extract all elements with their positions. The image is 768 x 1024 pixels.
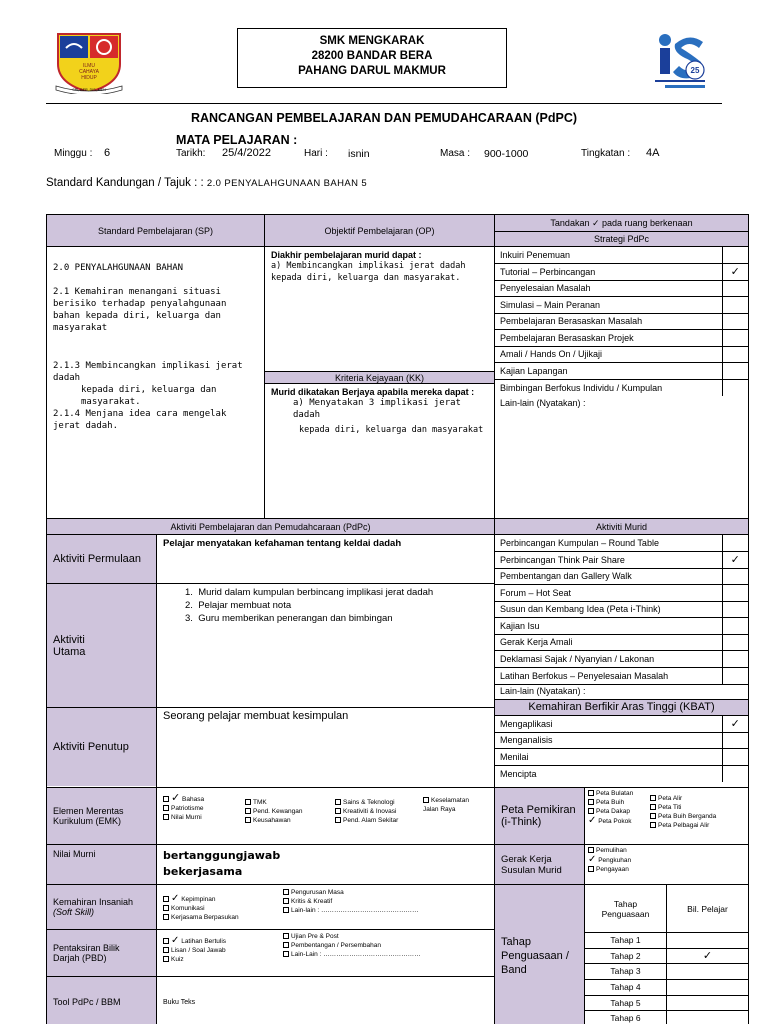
strategi-item-label: Tutorial – Perbincangan (495, 264, 722, 281)
insaniah-komunikasi[interactable]: Komunikasi (171, 905, 205, 912)
svg-text:SRI, BER, DIS, MEN: SRI, BER, DIS, MEN (72, 88, 106, 92)
kbat-item-label: Menganalisis (495, 732, 722, 749)
rpp-table (46, 214, 749, 1024)
school-crest-logo (54, 30, 124, 94)
strategi-item-label: Pembelajaran Berasaskan Masalah (495, 313, 722, 330)
aktiviti-murid-item-row (495, 634, 748, 651)
pbd-kuiz[interactable]: Kuiz (171, 955, 184, 963)
kbat-item-row (495, 749, 748, 766)
tingkatan-label: Tingkatan : (581, 148, 631, 159)
aktiviti-murid-item-checkbox[interactable] (722, 667, 748, 684)
aktiviti-murid-header: Aktiviti Murid (495, 519, 749, 535)
aktiviti-murid-item-label: Latihan Berfokus – Penyelesaian Masalah (500, 670, 669, 681)
insaniah-col-2 (283, 888, 419, 922)
emk-kewangan[interactable]: Pend. Kewangan (253, 808, 303, 815)
tahap-row (585, 996, 748, 1012)
nilai-value-2: bekerjasama (163, 865, 243, 878)
op-content (265, 247, 494, 371)
aktiviti-murid-item-label: Susun dan Kembang Idea (Peta i-Think) (495, 601, 722, 618)
tahap-table-wrap (585, 885, 748, 1024)
emk-jalan-raya: Jalan Raya (423, 806, 456, 813)
emk-keusahawan[interactable]: Keusahawan (253, 817, 291, 824)
insaniah-masa[interactable]: Pengurusan Masa (291, 889, 344, 896)
tahap-cell (495, 885, 749, 1024)
tahap-row-label: Tahap 6 (585, 1011, 667, 1024)
svg-text:25: 25 (690, 66, 700, 75)
minggu-value: 6 (104, 147, 111, 159)
kbat-item-label: Menilai (495, 749, 722, 766)
gerak-pemulihan[interactable]: Pemulihan (596, 847, 627, 854)
strategi-header: Strategi PdPc (495, 232, 749, 247)
aktiviti-permulaan-label: Aktiviti Permulaan (47, 535, 156, 584)
strategi-item-checkbox[interactable] (722, 247, 748, 264)
tahap-row-label: Tahap 1 (585, 933, 667, 948)
tahap-row (585, 949, 748, 965)
aktiviti-pdpc-header: Aktiviti Pembelajaran dan Pemudahcaraan (PdPc) (47, 519, 495, 535)
aktiviti-murid-item-label: Gerak Kerja Amali (495, 634, 722, 651)
strategi-item-label: Simulasi – Main Peranan (495, 297, 722, 314)
insaniah-label (47, 885, 157, 930)
kbat-item-checkbox[interactable] (722, 732, 748, 749)
masa-label: Masa : (440, 148, 471, 159)
insaniah-label-2: (Soft Skill) (53, 906, 95, 917)
aktiviti-murid-item-checkbox[interactable] (722, 618, 748, 635)
gerak-options: Pemulihan ✓ Pengkuhan Pengayaan (588, 847, 632, 873)
aktiviti-murid-item-row (495, 552, 748, 569)
emk-bahasa[interactable]: Bahasa (182, 796, 205, 803)
strategi-item-row (495, 264, 748, 281)
kbat-item-row (495, 732, 748, 749)
pbd-col-1: ✓ Latihan Bertulis Lisan / Soal Jawab Kuiz (163, 936, 283, 964)
kbat-item-row (495, 716, 748, 733)
tahap-row-label: Tahap 2 (585, 949, 667, 964)
kbat-header: Kemahiran Berfikir Aras Tinggi (KBAT) (495, 700, 748, 716)
tahap-header-2: Bil. Pelajar (687, 903, 728, 914)
sp-line-5: 2.1.4 Menjana idea cara mengelak jerat dadah. (53, 409, 227, 431)
aktiviti-permulaan-text: Pelajar menyatakan kefahaman tentang keldai dadah (157, 535, 494, 584)
peta-label-1: Peta Pemikiran (501, 804, 576, 816)
tahap-label: Tahap Penguasaan / Band (495, 885, 585, 1024)
tahap-header-1: Tahap Penguasaan (585, 885, 667, 932)
peta-bulatan[interactable]: Peta Bulatan (596, 790, 634, 797)
peta-label-2: (i-Think) (501, 816, 542, 828)
emk-sains[interactable]: Sains & Teknologi (343, 799, 395, 806)
aktiviti-utama-item-3: Guru memberikan penerangan dan bimbingan (198, 613, 393, 624)
aktiviti-utama-item-2: Pelajar membuat nota (198, 600, 292, 611)
peta-buih[interactable]: Peta Buih (596, 799, 625, 806)
strategi-item-checkbox[interactable] (722, 346, 748, 363)
anniversary-logo (651, 28, 709, 90)
pbd-label (47, 929, 157, 976)
kbat-item-label: Mengaplikasi (495, 716, 722, 733)
strategi-item-row (495, 247, 748, 264)
op-column (265, 247, 495, 519)
aktiviti-murid-item-checkbox[interactable] (722, 535, 748, 552)
pbd-options (157, 929, 495, 976)
aktiviti-murid-lain: Lain-lain (Nyatakan) : (495, 684, 748, 700)
aktiviti-murid-item-label: Kajian Isu (495, 618, 722, 635)
aktiviti-murid-item-row (495, 535, 748, 552)
kbat-item-checkbox[interactable] (722, 765, 748, 782)
strategi-item-checkbox[interactable]: ✓ (722, 264, 748, 281)
mata-pelajaran-label: MATA PELAJARAN : (176, 133, 298, 147)
insaniah-lain[interactable]: Lain-lain : ……………………………………… (291, 907, 419, 914)
aktiviti-utama-item-1: Murid dalam kumpulan berbincang implikasi jerat dadah (198, 587, 434, 598)
school-address: 28200 BANDAR BERA (311, 50, 433, 62)
aktiviti-murid-item-checkbox[interactable] (722, 601, 748, 618)
kbat-list (495, 716, 748, 782)
sp-line-1: 2.0 PENYALAHGUNAAN BAHAN (53, 263, 184, 273)
emk-options (157, 788, 495, 845)
pbd-label-2: Darjah (PBD) (53, 952, 107, 963)
pbd-lisan[interactable]: Lisan / Soal Jawab (171, 946, 226, 954)
emk-label-2: Kurikulum (EMK) (53, 816, 122, 826)
aktiviti-utama-label-1: Aktiviti (53, 633, 85, 646)
kbat-item-row (495, 765, 748, 782)
nilai-values (157, 845, 495, 885)
tahap-row (585, 980, 748, 996)
gerak-label-2: Susulan Murid (501, 864, 562, 876)
nilai-value-1: bertanggungjawab (163, 849, 281, 862)
pbd-lain[interactable]: Lain-Lain : ……………………………………… (291, 950, 421, 958)
peta-pelbagai-alir[interactable]: Peta Pelbagai Alir (658, 822, 710, 829)
tool-label: Tool PdPc / BBM (47, 976, 157, 1024)
strategi-item-checkbox[interactable] (722, 330, 748, 347)
aktiviti-murid-column (495, 535, 749, 788)
tahap-row (585, 933, 748, 949)
op-item-a: a) Membincangkan implikasi jerat dadah kepada diri, keluarga dan masyarakat. (271, 261, 466, 283)
aktiviti-murid-item-label: Forum – Hot Seat (495, 585, 722, 602)
aktiviti-murid-item-label: Perbincangan Kumpulan – Round Table (495, 535, 722, 552)
emk-label (47, 788, 157, 845)
standard-kandungan-value: 2.0 PENYALAHGUNAAN BAHAN 5 (206, 178, 368, 189)
school-state: PAHANG DARUL MAKMUR (298, 65, 446, 77)
strategi-item-row (495, 346, 748, 363)
emk-col-4 (423, 796, 483, 825)
strategi-lain: Lain-lain (Nyatakan) : (500, 397, 586, 408)
insaniah-kerjasama[interactable]: Kerjasama Berpasukan (171, 914, 239, 921)
insaniah-label-1: Kemahiran Insaniah (53, 896, 134, 907)
standard-kandungan (46, 177, 367, 189)
strategi-item-row (495, 280, 748, 297)
kk-header: Kriteria Kejayaan (KK) (265, 371, 494, 384)
pbd-col-2 (283, 932, 421, 964)
standard-kandungan-label: Standard Kandungan / Tajuk : : (46, 177, 204, 189)
kk-item-a: a) Menyatakan 3 implikasi jerat dadah (293, 398, 461, 420)
aktiviti-contents (157, 535, 495, 788)
aktiviti-penutup-text: Seorang pelajar membuat kesimpulan (163, 710, 349, 722)
strategi-item-row (495, 297, 748, 314)
nilai-label: Nilai Murni (47, 845, 157, 885)
strategi-item-checkbox[interactable] (722, 379, 748, 396)
aktiviti-murid-item-row (495, 667, 748, 684)
tandakan-header: Tandakan ✓ pada ruang berkenaan (495, 215, 749, 232)
emk-nilai-murni[interactable]: Nilai Murni (171, 814, 202, 821)
tool-value: Buku Teks (157, 976, 495, 1024)
tahap-row-label: Tahap 4 (585, 980, 667, 995)
aktiviti-utama-list: 1. Murid dalam kumpulan berbincang implikasi jerat dadah 2. Pelajar membuat nota 3. Guru memberikan penerangan dan bimbingan (157, 584, 494, 708)
hari-label: Hari : (304, 148, 328, 159)
gerak-pengayaan[interactable]: Pengayaan (596, 866, 629, 873)
strategi-item-checkbox[interactable] (722, 297, 748, 314)
kk-intro: Murid dikatakan Berjaya apabila mereka dapat : (271, 387, 475, 397)
aktiviti-murid-item-label: Perbincangan Think Pair Share (495, 552, 722, 569)
aktiviti-murid-item-label: Deklamasi Sajak / Nyanyian / Lakonan (495, 651, 722, 668)
strategi-item-row (495, 330, 748, 347)
peta-titi[interactable]: Peta Titi (658, 804, 682, 811)
aktiviti-murid-item-checkbox[interactable] (722, 568, 748, 585)
emk-alam-sekitar[interactable]: Pend. Alam Sekitar (343, 817, 399, 824)
kk-content (265, 384, 494, 439)
strategi-item-label: Amali / Hands On / Ujikaji (495, 346, 722, 363)
strategi-item-label: Inkuiri Penemuan (495, 247, 722, 264)
peta-alir[interactable]: Peta Alir (658, 795, 683, 802)
peta-pokok[interactable]: Peta Pokok (598, 818, 632, 825)
peta-col-a: Peta Bulatan Peta Buih Peta Dakap ✓ Peta Pokok (588, 790, 634, 826)
pbd-ujian[interactable]: Ujian Pre & Post (291, 932, 339, 940)
tingkatan-value: 4A (646, 147, 660, 159)
aktiviti-labels (47, 535, 157, 788)
svg-text:CAHAYA: CAHAYA (79, 69, 99, 75)
peta-label (495, 788, 585, 844)
header-divider (46, 103, 722, 104)
tahap-row-check[interactable] (667, 933, 748, 948)
op-header: Objektif Pembelajaran (OP) (265, 215, 495, 247)
svg-text:ILMU: ILMU (83, 63, 95, 69)
tahap-row-check[interactable] (667, 996, 748, 1011)
sp-content (47, 247, 265, 519)
school-name: SMK MENGKARAK (319, 35, 425, 47)
strategi-item-row (495, 313, 748, 330)
emk-col-3 (335, 798, 423, 825)
peta-buih-berganda[interactable]: Peta Buih Berganda (658, 813, 717, 820)
emk-col-2 (245, 798, 335, 825)
aktiviti-murid-item-checkbox[interactable] (722, 634, 748, 651)
peta-dakap[interactable]: Peta Dakap (596, 808, 630, 815)
aktiviti-penutup-label: Aktiviti Penutup (47, 708, 156, 786)
tarikh-label: Tarikh: (176, 148, 206, 159)
aktiviti-murid-item-row (495, 601, 748, 618)
sp-line-4: kepada diri, keluarga dan masyarakat. (81, 385, 217, 407)
sp-line-2: 2.1 Kemahiran menangani situasi berisiko terhadap penyalahgunaan bahan kepada diri, keluarga dan masyarakat (53, 287, 227, 333)
pbd-pembentangan[interactable]: Pembentangan / Persembahan (291, 941, 381, 949)
page-title: RANCANGAN PEMBELAJARAN DAN PEMUDAHCARAAN (PdPC) (190, 111, 578, 125)
tahap-row-check[interactable] (667, 964, 748, 979)
kbat-item-label: Mencipta (500, 768, 537, 779)
aktiviti-murid-item-row (495, 618, 748, 635)
school-info-box (237, 28, 507, 88)
emk-label-1: Elemen Merentas (53, 806, 124, 816)
tahap-row-check[interactable] (667, 980, 748, 995)
insaniah-kepimpinan[interactable]: Kepimpinan (181, 896, 216, 903)
gerak-label-1: Gerak Kerja (501, 853, 552, 865)
emk-col-1: ✓ Bahasa Patriotisme Nilai Murni (163, 794, 245, 825)
emk-keselamatan[interactable]: Keselamatan (431, 797, 469, 804)
gerak-label (495, 845, 585, 884)
emk-tmk[interactable]: TMK (253, 799, 267, 806)
strategi-item-label: Bimbingan Berfokus Individu / Kumpulan (500, 382, 663, 393)
aktiviti-murid-item-checkbox[interactable]: ✓ (722, 552, 748, 569)
emk-kreativiti[interactable]: Kreativiti & Inovasi (343, 808, 397, 815)
aktiviti-murid-item-label: Pembentangan dan Gallery Walk (495, 568, 722, 585)
strategi-column (495, 247, 749, 519)
kbat-item-checkbox[interactable] (722, 749, 748, 766)
insaniah-options (157, 885, 495, 930)
masa-value: 900-1000 (484, 148, 529, 160)
aktiviti-murid-item-checkbox[interactable] (722, 651, 748, 668)
insaniah-kritis[interactable]: Kritis & Kreatif (291, 898, 333, 905)
peta-row (495, 788, 749, 845)
hari-value: isnin (348, 148, 370, 160)
tahap-rows (585, 933, 748, 1024)
peta-col-b (647, 788, 748, 844)
minggu-label: Minggu : (54, 148, 93, 159)
strategi-item-row (495, 379, 748, 396)
strategi-item-label: Pembelajaran Berasaskan Projek (495, 330, 722, 347)
aktiviti-murid-item-checkbox[interactable] (722, 585, 748, 602)
aktiviti-murid-item-row (495, 568, 748, 585)
strategi-item-label: Kajian Lapangan (495, 363, 722, 380)
kbat-item-checkbox[interactable]: ✓ (722, 716, 748, 733)
strategi-item-checkbox[interactable] (722, 363, 748, 380)
gerak-row (495, 845, 749, 885)
tahap-row-label: Tahap 5 (585, 996, 667, 1011)
tahap-row (585, 964, 748, 980)
strategi-list (495, 247, 748, 396)
strategi-item-checkbox[interactable] (722, 280, 748, 297)
gerak-pengkuhan[interactable]: Pengkuhan (598, 857, 632, 864)
sp-header: Standard Pembelajaran (SP) (47, 215, 265, 247)
pbd-label-1: Pentaksiran Bilik (53, 942, 120, 953)
aktiviti-utama-label (47, 584, 156, 708)
emk-patriotisme[interactable]: Patriotisme (171, 805, 204, 812)
insaniah-col-1: ✓ Kepimpinan Komunikasi Kerjasama Berpasukan (163, 894, 283, 922)
pbd-latihan[interactable]: Latihan Bertulis (181, 937, 227, 945)
tarikh-value: 25/4/2022 (222, 147, 271, 159)
strategi-item-label: Penyelesaian Masalah (495, 280, 722, 297)
tahap-row-check[interactable]: ✓ (702, 949, 713, 962)
sp-line-3: 2.1.3 Membincangkan implikasi jerat dadah (53, 361, 243, 383)
aktiviti-murid-item-row (495, 651, 748, 668)
aktiviti-murid-list (495, 535, 748, 684)
aktiviti-utama-label-2: Utama (53, 645, 86, 658)
op-intro: Diakhir pembelajaran murid dapat : (271, 250, 422, 260)
kk-item-b: kepada diri, keluarga dan masyarakat (299, 425, 484, 435)
strategi-item-row (495, 363, 748, 380)
aktiviti-murid-item-row (495, 585, 748, 602)
strategi-item-checkbox[interactable] (722, 313, 748, 330)
tahap-row-check[interactable] (667, 1011, 748, 1024)
tahap-row (585, 1011, 748, 1024)
svg-text:HIDUP: HIDUP (81, 75, 97, 81)
tahap-row-label: Tahap 3 (585, 964, 667, 979)
